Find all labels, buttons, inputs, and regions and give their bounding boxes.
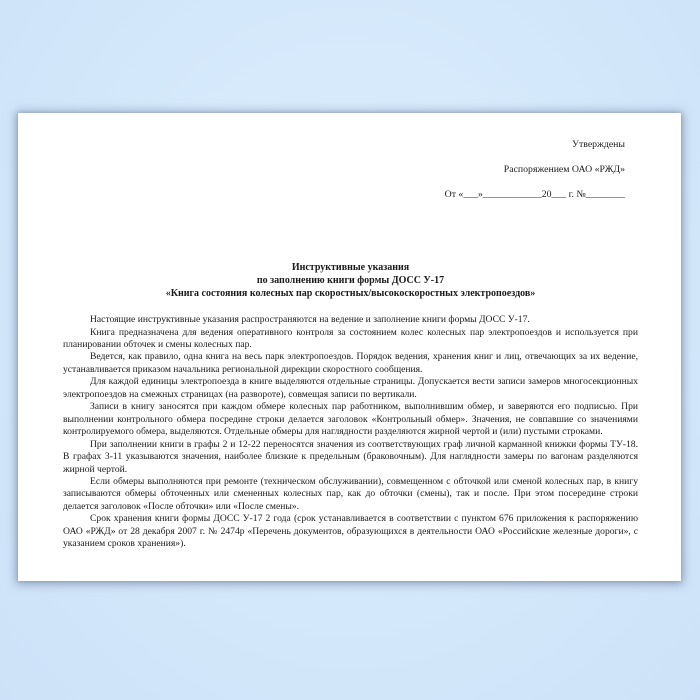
document-title-line: по заполнению книги формы ДОСС У-17 xyxy=(256,275,445,287)
document-title-line: Инструктивные указания xyxy=(291,262,410,273)
body-paragraph: Если обмеры выполняются при ремонте (техническом обслуживании), совмещенном с обточкой или сменой колесных пар, в книгу записываются обмеры обточенных или смененных колесных пар, как до обточки (смены), так и после. При этом посередине строки делается заголовок «После обточки» или «После смены». xyxy=(63,476,638,512)
body-paragraph: Срок хранения книги формы ДОСС У-17 2 года (срок устанавливается в соответствии с пунктом 676 приложения к распоряжению ОАО «РЖД» от 28 декабря 2007 г. № 2474р «Перечень документов, образующихся в деятельности ОАО «Российские железные дороги», с указанием сроков хранения»). xyxy=(63,513,638,550)
document-body xyxy=(63,314,638,551)
body-paragraph: Книга предназначена для ведения оперативного контроля за состоянием колес колесных пар электропоездов и используется при планировании обточек и смены колесных пар. xyxy=(63,326,638,351)
approval-line: Утверждены xyxy=(572,139,625,150)
page-content xyxy=(18,113,681,581)
document-title-line: «Книга состояния колесных пар скоростных/высокоскоростных электропоездов» xyxy=(165,288,536,300)
approval-block xyxy=(63,132,625,207)
body-paragraph: Настоящие инструктивные указания распространяются на ведение и заполнение книги формы ДОСС У-17. xyxy=(90,314,530,326)
document-page xyxy=(18,113,681,581)
document-title xyxy=(63,261,638,301)
body-paragraph: Записи в книгу заносятся при каждом обмере колесных пар работником, выполнившим обмер, и заверяются его подписью. При выполнении контрольного обмера посредине строки делается заголовок «Контрольный обмер». Значения, не совпавшие со значениями контролируемого обмера, выделяются. Отдельные обмеры для наглядности разделяются жирной чертой и (или) пустыми строками. xyxy=(63,401,638,438)
body-paragraph: Для каждой единицы электропоезда в книге выделяются отдельные страницы. Допускается вести записи замеров многосекционных электропоездов на смежных страницах (на развороте), совмещая записи по вертикали. xyxy=(63,376,638,400)
body-paragraph: Ведется, как правило, одна книга на весь парк электропоездов. Порядок ведения, хранения книг и лиц, отвечающих за их ведение, устанавливается приказом начальника региональной дирекции скоростного сообщения. xyxy=(63,351,638,375)
approval-line: Распоряжением ОАО «РЖД» xyxy=(503,164,625,175)
body-paragraph: При заполнении книги в графы 2 и 12-22 переносятся значения из соответствующих граф личной карманной книжки формы ТУ-18. В графах 3-11 указываются значения, наиболее близкие к предельным (браковочным). Для наглядности замеры по вагонам разделяются жирной чертой. xyxy=(63,438,638,475)
approval-line-date-number: От «___»____________20___ г. №________ xyxy=(444,189,625,200)
